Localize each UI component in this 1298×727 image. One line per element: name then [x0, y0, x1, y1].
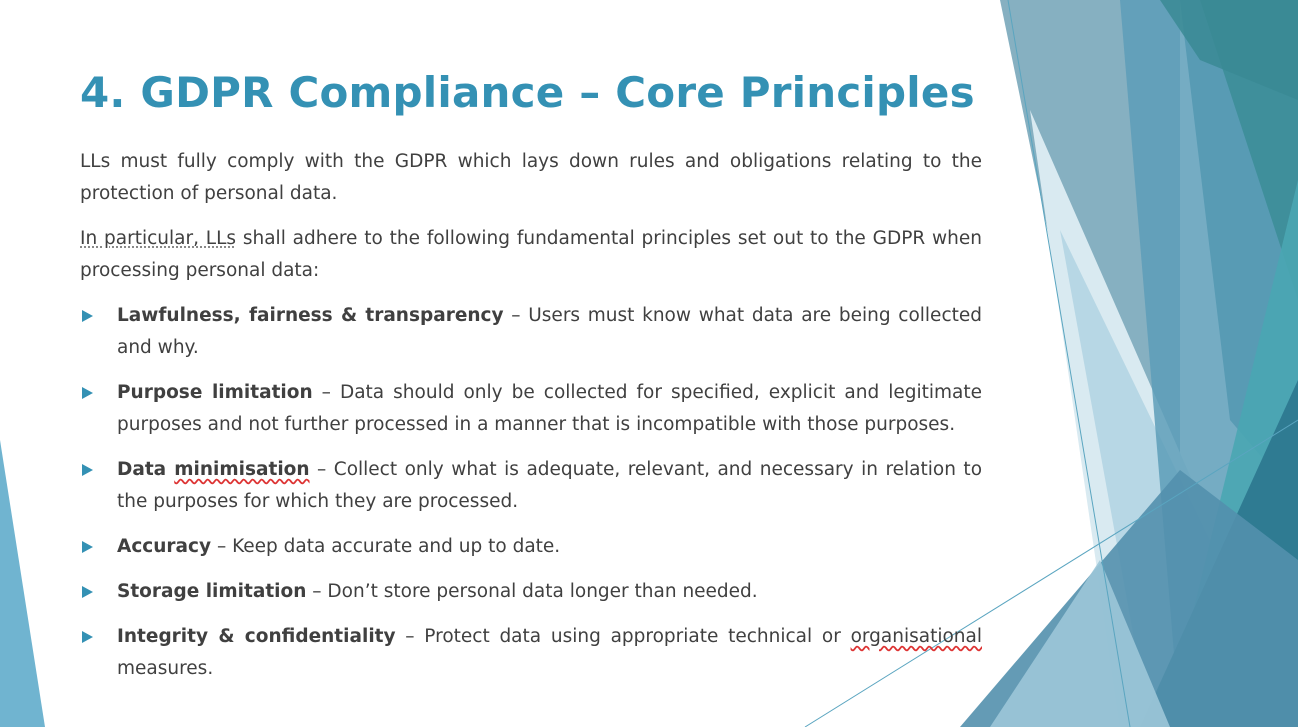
- bullet-accuracy: [80, 531, 982, 563]
- bullet-data-minimisation: [80, 454, 982, 518]
- triangle-right-icon: [82, 631, 93, 643]
- bullet-term: Lawfulness, fairness & transparency: [117, 305, 504, 326]
- bullet-storage-limitation: [80, 576, 982, 608]
- bullet-integrity-confidentiality: [80, 621, 982, 685]
- bullet-text-after: measures.: [117, 658, 214, 679]
- bullet-term: Integrity & confidentiality: [117, 626, 396, 647]
- left-accent-shape: [0, 440, 45, 727]
- bullet-text: – Don’t store personal data longer than needed.: [306, 581, 758, 602]
- triangle-right-icon: [82, 387, 93, 399]
- bullet-text-spellcheck: organisational: [850, 626, 982, 647]
- bullet-term-prefix: Data: [117, 459, 175, 480]
- bullet-text: – Keep data accurate and up to date.: [211, 536, 561, 557]
- bullet-term: Storage limitation: [117, 581, 307, 602]
- in-particular-lead: In particular, LLs: [80, 228, 237, 249]
- bullet-term: Accuracy: [117, 536, 212, 557]
- bullet-text: – Data should only be collected for specified, explicit and legitimate purposes and not further processed in a manner that is incompatible with those purposes.: [117, 382, 983, 435]
- principles-intro-rest: shall adhere to the following fundamental principles set out to the GDPR when processing personal data:: [80, 228, 982, 281]
- bullet-text-before: – Protect data using appropriate technical or: [395, 626, 851, 647]
- intro-paragraph: LLs must fully comply with the GDPR which lays down rules and obligations relating to the protection of personal data.: [80, 151, 982, 204]
- slide-title: 4. GDPR Compliance – Core Principles: [80, 68, 975, 117]
- bullet-text: – Collect only what is adequate, relevant, and necessary in relation to the purposes for which they are processed.: [117, 459, 983, 512]
- triangle-right-icon: [82, 586, 93, 598]
- bullet-lawfulness: [80, 300, 982, 364]
- triangle-right-icon: [82, 541, 93, 553]
- bullet-term: Purpose limitation: [117, 382, 313, 403]
- principles-intro-paragraph: [80, 223, 982, 287]
- bullet-term-spellcheck: minimisation: [174, 459, 310, 480]
- bullet-purpose-limitation: [80, 377, 982, 441]
- principles-list: [80, 300, 982, 685]
- triangle-right-icon: [82, 464, 93, 476]
- slide-body: [80, 146, 982, 698]
- triangle-right-icon: [82, 310, 93, 322]
- bullet-text: – Users must know what data are being collected and why.: [117, 305, 982, 358]
